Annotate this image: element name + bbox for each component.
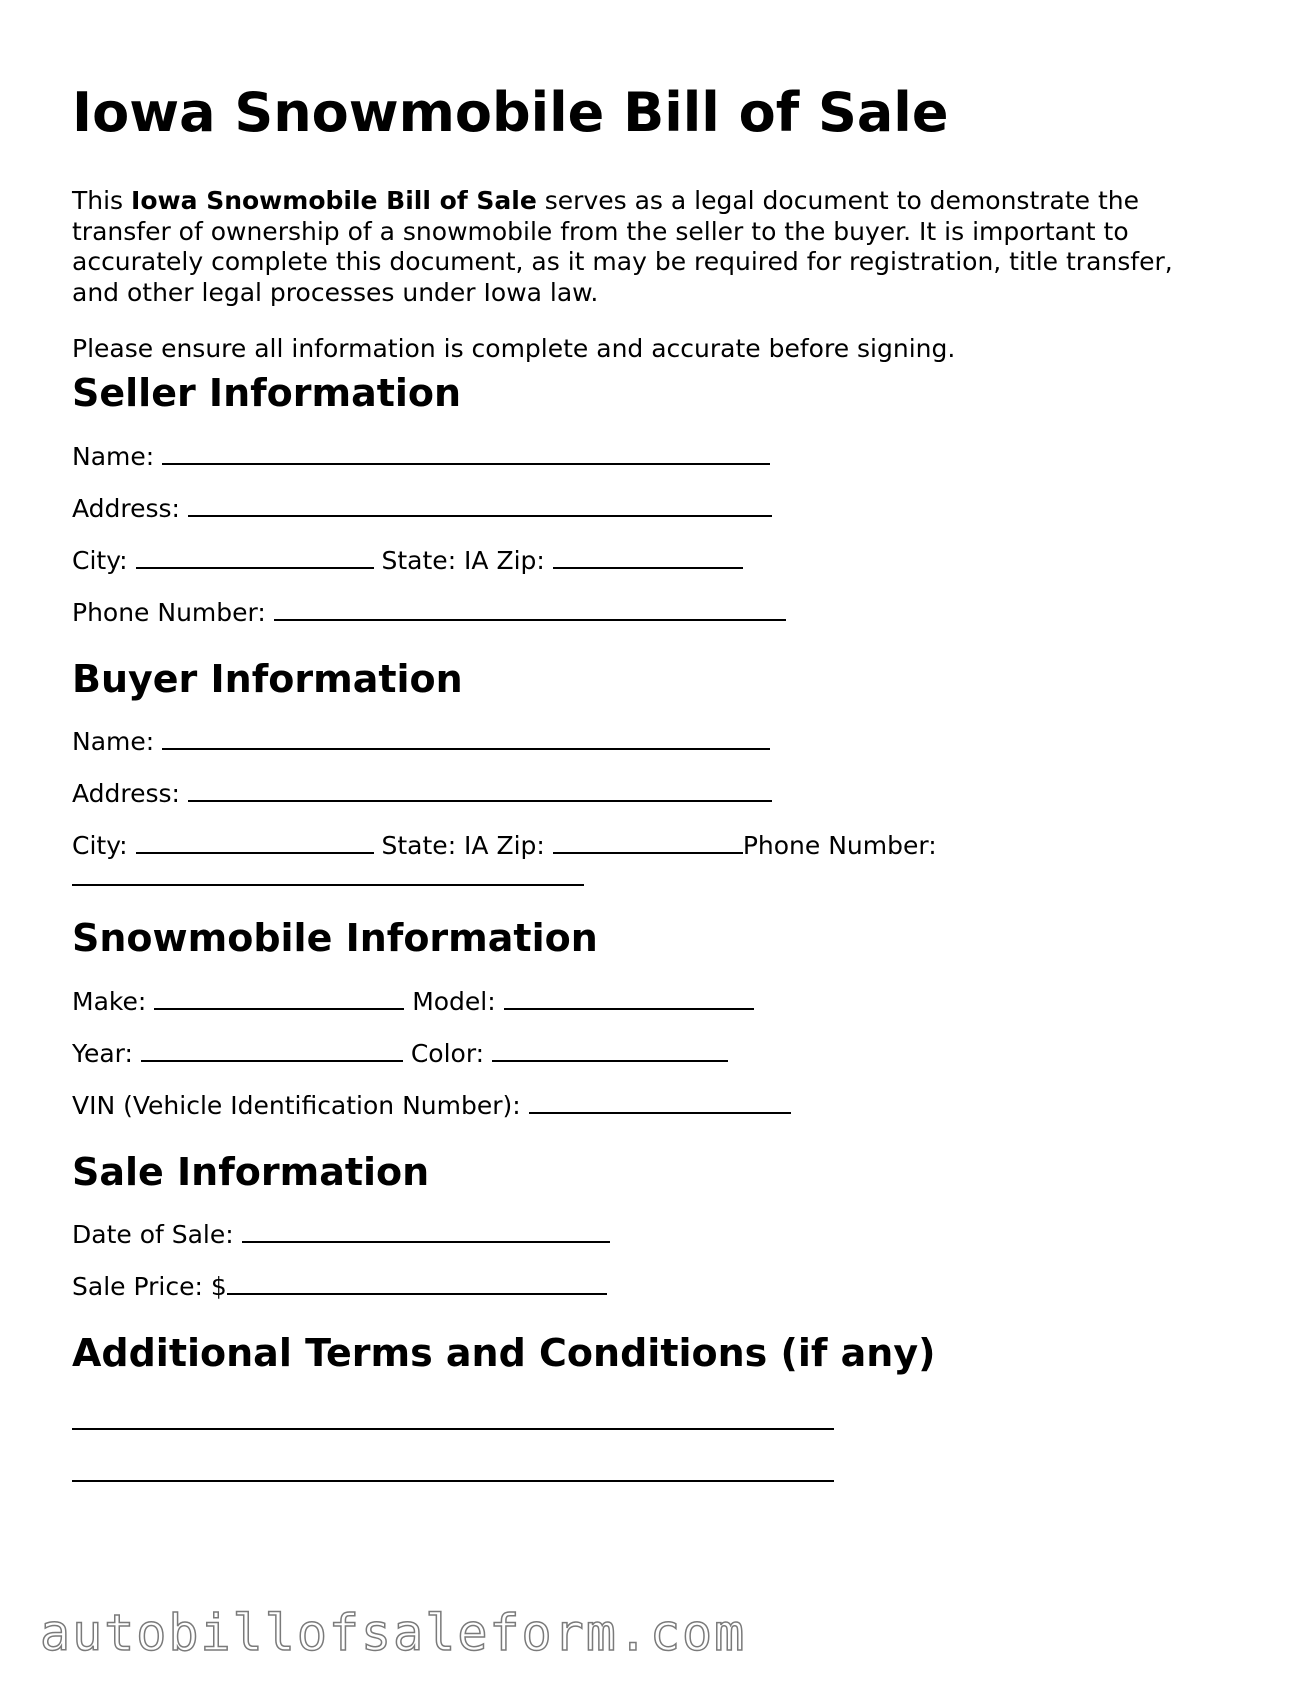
buyer-state-zip-label: State: IA Zip:: [381, 831, 545, 860]
seller-zip-field[interactable]: [553, 547, 743, 569]
seller-state-zip-label: State: IA Zip:: [381, 546, 545, 575]
make-label: Make:: [72, 987, 147, 1016]
sale-price-field[interactable]: [227, 1273, 607, 1295]
buyer-heading: Buyer Information: [72, 657, 463, 701]
buyer-city-field[interactable]: [136, 832, 374, 854]
sale-date-field[interactable]: [242, 1221, 610, 1243]
seller-phone-row: [72, 598, 786, 628]
model-field[interactable]: [504, 988, 754, 1010]
seller-city-field[interactable]: [136, 547, 374, 569]
seller-city-row: [72, 546, 743, 576]
seller-phone-field[interactable]: [274, 599, 786, 621]
seller-address-label: Address:: [72, 494, 180, 523]
buyer-city-row: [72, 831, 937, 861]
terms-heading: Additional Terms and Conditions (if any): [72, 1331, 936, 1375]
sale-price-label: Sale Price: $: [72, 1272, 227, 1301]
seller-name-row: [72, 442, 770, 472]
intro-paragraph: [72, 186, 1212, 308]
seller-address-row: [72, 494, 772, 524]
color-field[interactable]: [492, 1040, 728, 1062]
vin-field[interactable]: [529, 1092, 791, 1114]
vin-label: VIN (Vehicle Identification Number):: [72, 1091, 521, 1120]
year-field[interactable]: [141, 1040, 403, 1062]
buyer-name-label: Name:: [72, 727, 155, 756]
year-label: Year:: [72, 1039, 133, 1068]
make-field[interactable]: [154, 988, 404, 1010]
seller-address-field[interactable]: [188, 495, 772, 517]
seller-city-label: City:: [72, 546, 128, 575]
intro-prefix: This: [72, 186, 132, 215]
buyer-zip-field[interactable]: [553, 832, 743, 854]
color-label: Color:: [410, 1039, 485, 1068]
sale-date-label: Date of Sale:: [72, 1220, 234, 1249]
document-title: Iowa Snowmobile Bill of Sale: [72, 81, 949, 144]
intro-suffix: serves as a legal document to demonstrate the transfer of ownership of a snowmobile from the seller to the buyer. It is important to accurately complete this document, as it may be required for registration, title transfer, and other legal processes under Iowa law.: [72, 186, 1173, 307]
sale-heading: Sale Information: [72, 1150, 430, 1194]
terms-line-2[interactable]: [72, 1480, 834, 1482]
seller-name-field[interactable]: [162, 443, 770, 465]
buyer-name-field[interactable]: [162, 728, 770, 750]
buyer-address-field[interactable]: [188, 780, 772, 802]
snowmobile-heading: Snowmobile Information: [72, 916, 598, 960]
make-model-row: [72, 987, 754, 1017]
seller-phone-label: Phone Number:: [72, 598, 266, 627]
completion-note: Please ensure all information is complete and accurate before signing.: [72, 334, 956, 363]
buyer-address-row: [72, 779, 772, 809]
sale-price-row: [72, 1272, 607, 1302]
site-watermark: autobillofsaleform.com: [40, 1604, 747, 1662]
buyer-address-label: Address:: [72, 779, 180, 808]
seller-heading: Seller Information: [72, 371, 462, 415]
buyer-phone-label: Phone Number:: [742, 831, 937, 860]
year-color-row: [72, 1039, 728, 1069]
buyer-phone-field[interactable]: [72, 884, 584, 886]
seller-name-label: Name:: [72, 442, 155, 471]
sale-date-row: [72, 1220, 610, 1250]
buyer-city-label: City:: [72, 831, 128, 860]
model-label: Model:: [412, 987, 496, 1016]
terms-line-1[interactable]: [72, 1428, 834, 1430]
intro-bold-title: Iowa Snowmobile Bill of Sale: [131, 186, 537, 215]
buyer-name-row: [72, 727, 770, 757]
vin-row: [72, 1091, 791, 1121]
